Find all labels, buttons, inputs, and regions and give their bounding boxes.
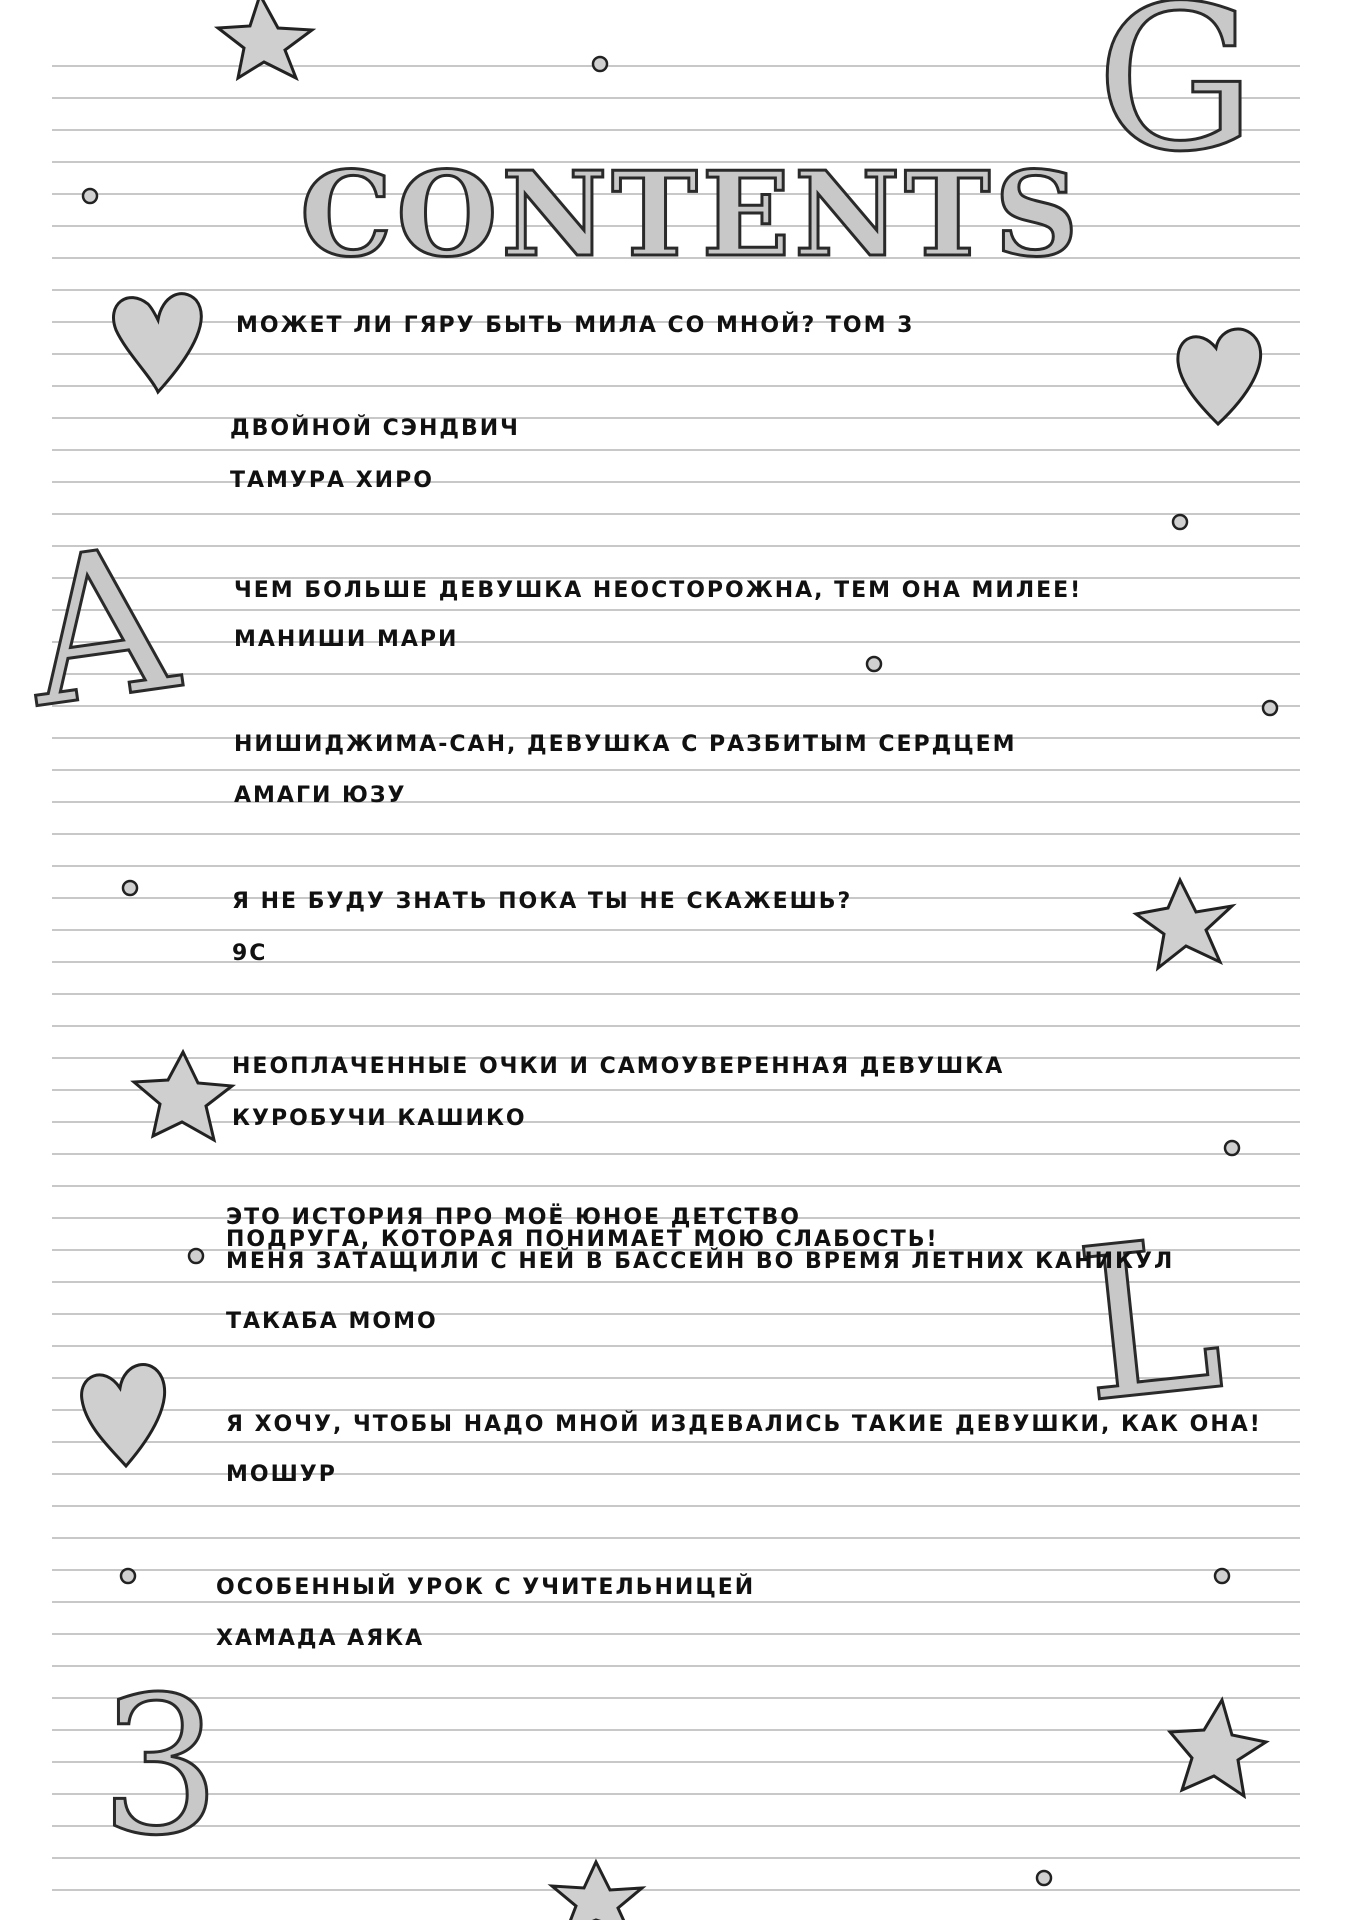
dot-icon [83,189,97,203]
entry-title: ОСОБЕННЫЙ УРОК С УЧИТЕЛЬНИЦЕЙ [216,1575,756,1600]
decor-letter-g: G [1096,0,1256,196]
dot-icon [1215,1569,1229,1583]
star-icon [134,1052,232,1140]
entry-author: КУРОБУЧИ КАШИКО [232,1106,527,1131]
decor-letter-a: A [12,502,188,753]
entry-title: НИШИДЖИМА-САН, ДЕВУШКА С РАЗБИТЫМ СЕРДЦЕМ [234,732,1017,757]
ruled-lines [52,66,1300,1890]
star-icon [1170,1700,1266,1796]
heart-icon [114,294,202,392]
entry-title: Я НЕ БУДУ ЗНАТЬ ПОКА ТЫ НЕ СКАЖЕШЬ? [232,889,853,914]
page-title: CONTENTS [300,147,1083,283]
entry-author: МОШУР [226,1462,337,1487]
entry-title: Я ХОЧУ, ЧТОБЫ НАДО МНОЙ ИЗДЕВАЛИСЬ ТАКИЕ ДЕВУШКИ, КАК ОНА! [226,1412,1262,1437]
dot-icon [1263,701,1277,715]
entry-author: 9С [232,941,268,966]
entry-author: ХАМАДА АЯКА [216,1626,425,1651]
dot-icon [1173,515,1187,529]
entry-title: МОЖЕТ ЛИ ГЯРУ БЫТЬ МИЛА СО МНОЙ? ТОМ 3 [236,313,915,338]
dot-icon [121,1569,135,1583]
star-icon [552,1862,642,1920]
entry-author: ТАКАБА МОМО [226,1309,438,1334]
entry-title-line: МЕНЯ ЗАТАЩИЛИ С НЕЙ В БАССЕЙН ВО ВРЕМЯ ЛЕТНИХ КАНИКУЛ [226,1249,1175,1274]
entry-author: ТАМУРА ХИРО [230,468,434,493]
entry-title-line: ПОДРУГА, КОТОРАЯ ПОНИМАЕТ МОЮ СЛАБОСТЬ! [226,1227,939,1252]
entry-title: ДВОЙНОЙ СЭНДВИЧ [230,416,520,441]
dot-icon [593,57,607,71]
decor-letter-l: L [1067,1191,1232,1450]
entry-author: АМАГИ ЮЗУ [234,783,407,808]
heart-icon [82,1365,165,1466]
entry-title: ЧЕМ БОЛЬШЕ ДЕВУШКА НЕОСТОРОЖНА, ТЕМ ОНА МИЛЕЕ! [234,578,1083,603]
entry-author: МАНИШИ МАРИ [234,627,459,652]
entry-title [226,1207,1174,1273]
star-icon [1136,880,1232,968]
dot-icon [1037,1871,1051,1885]
entry-title: НЕОПЛАЧЕННЫЕ ОЧКИ И САМОУВЕРЕННАЯ ДЕВУШКА [232,1054,1005,1079]
entry-title-line: ЭТО ИСТОРИЯ ПРО МОЁ ЮНОЕ ДЕТСТВО [226,1205,801,1230]
dot-icon [123,881,137,895]
decor-letter-3: 3 [100,1656,221,1877]
dot-icon [1225,1141,1239,1155]
dot-icon [867,657,881,671]
heart-icon [1178,329,1261,424]
dot-icon [189,1249,203,1263]
